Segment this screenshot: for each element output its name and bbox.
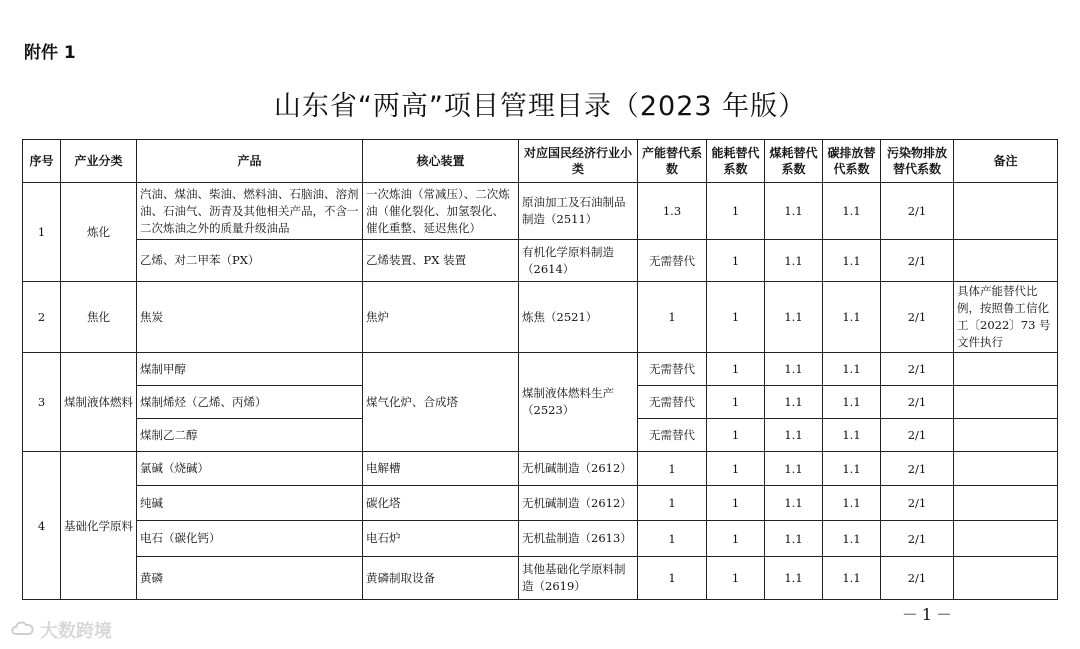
cell-capacity: 无需替代 (638, 353, 707, 386)
cell-device: 黄磷制取设备 (363, 557, 519, 600)
cell-pollutant: 2/1 (881, 557, 954, 600)
cell-category: 焦化 (61, 282, 137, 353)
cell-product: 煤制乙二醇 (137, 419, 363, 452)
cell-capacity: 1 (638, 282, 707, 353)
cell-coal: 1.1 (765, 183, 823, 240)
table-row (23, 183, 1058, 240)
table-row (23, 282, 1058, 353)
cell-carbon: 1.1 (823, 386, 881, 419)
cell-note (954, 521, 1058, 557)
cell-industry: 无机盐制造（2613） (519, 521, 638, 557)
cell-energy: 1 (707, 452, 765, 486)
page-number: －1－ (901, 605, 956, 624)
cell-pollutant: 2/1 (881, 183, 954, 240)
cell-energy: 1 (707, 521, 765, 557)
cell-device: 乙烯装置、PX 装置 (363, 240, 519, 282)
cell-note (954, 452, 1058, 486)
cell-energy: 1 (707, 486, 765, 521)
cell-product: 电石（碳化钙） (137, 521, 363, 557)
header-product: 产品 (137, 140, 363, 183)
cell-energy: 1 (707, 353, 765, 386)
cell-energy: 1 (707, 386, 765, 419)
cell-energy: 1 (707, 282, 765, 353)
cell-capacity: 无需替代 (638, 419, 707, 452)
cell-carbon: 1.1 (823, 486, 881, 521)
table-row (23, 240, 1058, 282)
cell-category: 煤制液体燃料 (61, 353, 137, 452)
cell-product: 煤制甲醇 (137, 353, 363, 386)
cell-seq: 1 (23, 183, 61, 282)
cell-carbon: 1.1 (823, 557, 881, 600)
cell-industry: 无机碱制造（2612） (519, 486, 638, 521)
cell-carbon: 1.1 (823, 452, 881, 486)
watermark (10, 617, 112, 643)
cell-energy: 1 (707, 183, 765, 240)
cell-device: 一次炼油（常减压）、二次炼油（催化裂化、加氢裂化、催化重整、延迟焦化） (363, 183, 519, 240)
cell-note (954, 486, 1058, 521)
cell-device: 电石炉 (363, 521, 519, 557)
cell-capacity: 1 (638, 521, 707, 557)
cell-carbon: 1.1 (823, 419, 881, 452)
cell-note (954, 557, 1058, 600)
cell-energy: 1 (707, 419, 765, 452)
cell-product: 黄磷 (137, 557, 363, 600)
table-row (23, 353, 1058, 386)
cell-note (954, 386, 1058, 419)
cell-product: 汽油、煤油、柴油、燃料油、石脑油、溶剂油、石油气、沥青及其他相关产品，不含一二次炼油之外的质量升级油品 (137, 183, 363, 240)
cell-carbon: 1.1 (823, 183, 881, 240)
cell-pollutant: 2/1 (881, 521, 954, 557)
cell-capacity: 1 (638, 557, 707, 600)
cell-pollutant: 2/1 (881, 452, 954, 486)
cell-energy: 1 (707, 557, 765, 600)
cell-carbon: 1.1 (823, 240, 881, 282)
cell-pollutant: 2/1 (881, 419, 954, 452)
header-coal: 煤耗替代系数 (765, 140, 823, 183)
cell-category: 基础化学原料 (61, 452, 137, 600)
table-header-row (23, 140, 1058, 183)
cell-industry: 无机碱制造（2612） (519, 452, 638, 486)
cell-industry: 有机化学原料制造（2614） (519, 240, 638, 282)
watermark-text: 大数跨境 (40, 621, 112, 642)
cloud-logo-icon (10, 619, 36, 642)
table-row (23, 521, 1058, 557)
cell-capacity: 无需替代 (638, 386, 707, 419)
cell-note (954, 419, 1058, 452)
cell-carbon: 1.1 (823, 521, 881, 557)
page-title: 山东省“两高”项目管理目录（2023 年版） (273, 91, 807, 122)
cell-device: 电解槽 (363, 452, 519, 486)
cell-capacity: 1 (638, 452, 707, 486)
cell-coal: 1.1 (765, 452, 823, 486)
cell-note (954, 353, 1058, 386)
cell-note (954, 183, 1058, 240)
cell-seq: 4 (23, 452, 61, 600)
cell-coal: 1.1 (765, 486, 823, 521)
cell-coal: 1.1 (765, 282, 823, 353)
cell-capacity: 无需替代 (638, 240, 707, 282)
cell-product: 煤制烯烃（乙烯、丙烯） (137, 386, 363, 419)
table-row (23, 557, 1058, 600)
cell-pollutant: 2/1 (881, 386, 954, 419)
cell-energy: 1 (707, 240, 765, 282)
cell-device: 碳化塔 (363, 486, 519, 521)
header-seq: 序号 (23, 140, 61, 183)
cell-pollutant: 2/1 (881, 353, 954, 386)
header-capacity: 产能替代系数 (638, 140, 707, 183)
cell-coal: 1.1 (765, 353, 823, 386)
cell-capacity: 1.3 (638, 183, 707, 240)
cell-pollutant: 2/1 (881, 240, 954, 282)
header-industry: 对应国民经济行业小类 (519, 140, 638, 183)
cell-coal: 1.1 (765, 557, 823, 600)
header-note: 备注 (954, 140, 1058, 183)
cell-note: 具体产能替代比例，按照鲁工信化工〔2022〕73 号文件执行 (954, 282, 1058, 353)
attachment-label: 附件 1 (24, 43, 76, 63)
cell-device: 煤气化炉、合成塔 (363, 353, 519, 452)
cell-industry: 煤制液体燃料生产（2523） (519, 353, 638, 452)
header-device: 核心装置 (363, 140, 519, 183)
header-energy: 能耗替代系数 (707, 140, 765, 183)
cell-product: 纯碱 (137, 486, 363, 521)
cell-category: 炼化 (61, 183, 137, 282)
cell-pollutant: 2/1 (881, 282, 954, 353)
cell-device: 焦炉 (363, 282, 519, 353)
cell-pollutant: 2/1 (881, 486, 954, 521)
header-pollutant: 污染物排放替代系数 (881, 140, 954, 183)
cell-carbon: 1.1 (823, 353, 881, 386)
cell-product: 焦炭 (137, 282, 363, 353)
cell-product: 乙烯、对二甲苯（PX） (137, 240, 363, 282)
cell-seq: 2 (23, 282, 61, 353)
cell-coal: 1.1 (765, 521, 823, 557)
cell-coal: 1.1 (765, 419, 823, 452)
table-row (23, 452, 1058, 486)
cell-product: 氯碱（烧碱） (137, 452, 363, 486)
cell-coal: 1.1 (765, 240, 823, 282)
cell-industry: 其他基础化学原料制造（2619） (519, 557, 638, 600)
project-catalog-table (22, 139, 1058, 600)
cell-capacity: 1 (638, 486, 707, 521)
header-category: 产业分类 (61, 140, 137, 183)
table-row (23, 486, 1058, 521)
header-carbon: 碳排放替代系数 (823, 140, 881, 183)
cell-industry: 原油加工及石油制品制造（2511） (519, 183, 638, 240)
cell-coal: 1.1 (765, 386, 823, 419)
cell-note (954, 240, 1058, 282)
cell-carbon: 1.1 (823, 282, 881, 353)
cell-industry: 炼焦（2521） (519, 282, 638, 353)
cell-seq: 3 (23, 353, 61, 452)
